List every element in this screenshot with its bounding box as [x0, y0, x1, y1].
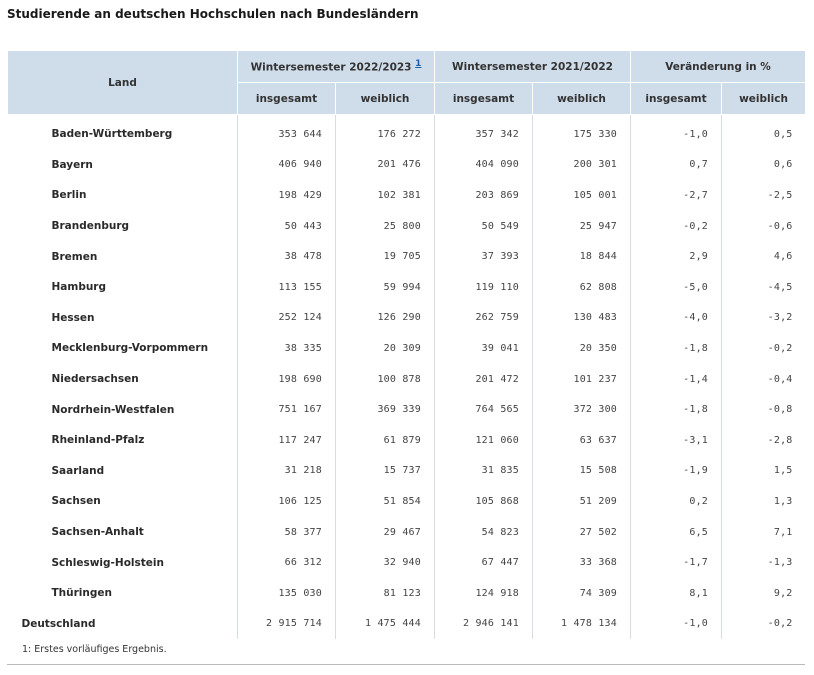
cell-land: Niedersachsen: [8, 364, 238, 395]
cell-value: 369 339: [336, 394, 435, 425]
cell-value: 751 167: [238, 394, 336, 425]
cell-value: 54 823: [435, 517, 533, 548]
cell-value: 764 565: [435, 394, 533, 425]
cell-value: 357 342: [435, 115, 533, 150]
cell-land: Schleswig-Holstein: [8, 547, 238, 578]
cell-value: -0,4: [767, 373, 793, 385]
cell-value: 62 808: [533, 272, 631, 303]
cell-value: 20 309: [336, 333, 435, 364]
table-row: [8, 364, 806, 395]
cell-value: 25 947: [533, 211, 631, 242]
cell-value: 74 309: [533, 578, 631, 609]
cell-value: 15 508: [533, 456, 631, 487]
cell-value: 9,2: [773, 587, 793, 599]
cell-value: -1,8: [631, 333, 722, 364]
cell-value: 201 472: [435, 364, 533, 395]
cell-value: 372 300: [533, 394, 631, 425]
table-row: [8, 578, 806, 609]
subheader-weiblich: weiblich: [722, 83, 806, 115]
cell-value: 124 918: [435, 578, 533, 609]
column-header-ws2122: Wintersemester 2021/2022: [435, 51, 631, 83]
table-row: [8, 333, 806, 364]
cell-value: 130 483: [533, 303, 631, 334]
cell-value: 0,7: [631, 150, 722, 181]
cell-value: 252 124: [238, 303, 336, 334]
cell-value: 201 476: [336, 150, 435, 181]
table-row: [8, 425, 806, 456]
cell-land: Bayern: [8, 150, 238, 181]
footnote-link[interactable]: 1: [415, 59, 422, 70]
cell-value: 203 869: [435, 180, 533, 211]
cell-value: 66 312: [238, 547, 336, 578]
cell-value: 1,5: [773, 465, 793, 477]
cell-value: 67 447: [435, 547, 533, 578]
cell-value: 105 001: [533, 180, 631, 211]
cell-value: 38 478: [238, 241, 336, 272]
cell-land: Rheinland-Pfalz: [8, 425, 238, 456]
cell-value: 61 879: [336, 425, 435, 456]
cell-value: 102 381: [336, 180, 435, 211]
table-row: [8, 180, 806, 211]
cell-value: 59 994: [336, 272, 435, 303]
cell-value: 0,2: [631, 486, 722, 517]
cell-value: 100 878: [336, 364, 435, 395]
cell-value: 262 759: [435, 303, 533, 334]
cell-land: Mecklenburg-Vorpommern: [8, 333, 238, 364]
table-row-total: [8, 609, 806, 640]
table-row: [8, 486, 806, 517]
cell-value: -0,2: [767, 618, 793, 630]
table-row: [8, 150, 806, 181]
cell-value: 51 854: [336, 486, 435, 517]
cell-value: 0,6: [773, 159, 793, 171]
cell-land: Bremen: [8, 241, 238, 272]
cell-land: Deutschland: [8, 609, 238, 640]
subheader-insgesamt: insgesamt: [238, 83, 336, 115]
cell-land: Sachsen: [8, 486, 238, 517]
cell-value: 51 209: [533, 486, 631, 517]
cell-value: 176 272: [336, 115, 435, 150]
cell-value: 353 644: [238, 115, 336, 150]
cell-value: 117 247: [238, 425, 336, 456]
cell-value: 6,5: [631, 517, 722, 548]
footnote: 1: Erstes vorläufiges Ergebnis.: [22, 644, 167, 655]
cell-value: -1,0: [631, 609, 722, 640]
cell-value: 38 335: [238, 333, 336, 364]
subheader-weiblich: weiblich: [533, 83, 631, 115]
cell-land: Sachsen-Anhalt: [8, 517, 238, 548]
cell-value: 1 475 444: [336, 609, 435, 640]
cell-value: 1 478 134: [533, 609, 631, 640]
table-row: [8, 115, 806, 150]
cell-value: -3,2: [767, 312, 793, 324]
cell-value: 25 800: [336, 211, 435, 242]
cell-value: 63 637: [533, 425, 631, 456]
cell-value: 404 090: [435, 150, 533, 181]
cell-value: 27 502: [533, 517, 631, 548]
cell-value: 33 368: [533, 547, 631, 578]
subheader-insgesamt: insgesamt: [631, 83, 722, 115]
cell-value: 19 705: [336, 241, 435, 272]
cell-value: 58 377: [238, 517, 336, 548]
cell-value: -3,1: [631, 425, 722, 456]
column-header-land: Land: [8, 51, 238, 115]
cell-land: Berlin: [8, 180, 238, 211]
cell-value: 198 429: [238, 180, 336, 211]
cell-value: 50 549: [435, 211, 533, 242]
cell-value: 198 690: [238, 364, 336, 395]
cell-value: -2,8: [767, 434, 793, 446]
cell-value: 406 940: [238, 150, 336, 181]
cell-value: -1,3: [767, 557, 793, 569]
cell-value: 135 030: [238, 578, 336, 609]
cell-land: Saarland: [8, 456, 238, 487]
cell-value: 8,1: [631, 578, 722, 609]
cell-value: 126 290: [336, 303, 435, 334]
column-header-ws2223: Wintersemester 2022/2023 1: [238, 51, 435, 83]
cell-value: 175 330: [533, 115, 631, 150]
cell-value: 50 443: [238, 211, 336, 242]
cell-value: -1,9: [631, 456, 722, 487]
cell-value: -0,2: [767, 342, 793, 354]
cell-value: 31 835: [435, 456, 533, 487]
cell-value: 15 737: [336, 456, 435, 487]
cell-value: -1,0: [631, 115, 722, 150]
cell-value: -1,8: [631, 394, 722, 425]
cell-value: -1,7: [631, 547, 722, 578]
cell-value: 0,5: [773, 128, 793, 140]
cell-value: 18 844: [533, 241, 631, 272]
cell-value: 106 125: [238, 486, 336, 517]
cell-value: 121 060: [435, 425, 533, 456]
cell-value: 200 301: [533, 150, 631, 181]
table-row: [8, 456, 806, 487]
cell-value: 39 041: [435, 333, 533, 364]
cell-value: -2,5: [767, 189, 793, 201]
cell-value: 2 915 714: [238, 609, 336, 640]
subheader-insgesamt: insgesamt: [435, 83, 533, 115]
table-row: [8, 272, 806, 303]
cell-land: Thüringen: [8, 578, 238, 609]
cell-value: 20 350: [533, 333, 631, 364]
cell-value: 1,3: [773, 495, 793, 507]
cell-value: -4,5: [767, 281, 793, 293]
cell-value: 2 946 141: [435, 609, 533, 640]
cell-land: Nordrhein-Westfalen: [8, 394, 238, 425]
cell-land: Baden-Württemberg: [8, 115, 238, 150]
table-row: [8, 303, 806, 334]
students-table: [7, 50, 806, 639]
cell-value: 31 218: [238, 456, 336, 487]
cell-value: 101 237: [533, 364, 631, 395]
cell-value: 2,9: [631, 241, 722, 272]
cell-value: -0,6: [767, 220, 793, 232]
table-row: [8, 394, 806, 425]
cell-land: Hessen: [8, 303, 238, 334]
subheader-weiblich: weiblich: [336, 83, 435, 115]
cell-value: -4,0: [631, 303, 722, 334]
cell-value: 105 868: [435, 486, 533, 517]
table-body: [8, 115, 806, 640]
table-row: [8, 547, 806, 578]
divider: [7, 664, 805, 665]
table-row: [8, 517, 806, 548]
cell-value: 32 940: [336, 547, 435, 578]
cell-value: -2,7: [631, 180, 722, 211]
column-header-change: Veränderung in %: [631, 51, 806, 83]
cell-value: -5,0: [631, 272, 722, 303]
cell-value: 113 155: [238, 272, 336, 303]
cell-value: 37 393: [435, 241, 533, 272]
cell-value: 29 467: [336, 517, 435, 548]
cell-value: 4,6: [773, 251, 793, 263]
cell-land: Hamburg: [8, 272, 238, 303]
page-title: Studierende an deutschen Hochschulen nach Bundesländern: [7, 7, 419, 21]
table-row: [8, 241, 806, 272]
table-row: [8, 211, 806, 242]
cell-value: -0,2: [631, 211, 722, 242]
cell-value: 81 123: [336, 578, 435, 609]
cell-value: -1,4: [631, 364, 722, 395]
cell-land: Brandenburg: [8, 211, 238, 242]
cell-value: 7,1: [773, 526, 793, 538]
cell-value: 119 110: [435, 272, 533, 303]
cell-value: -0,8: [767, 404, 793, 416]
